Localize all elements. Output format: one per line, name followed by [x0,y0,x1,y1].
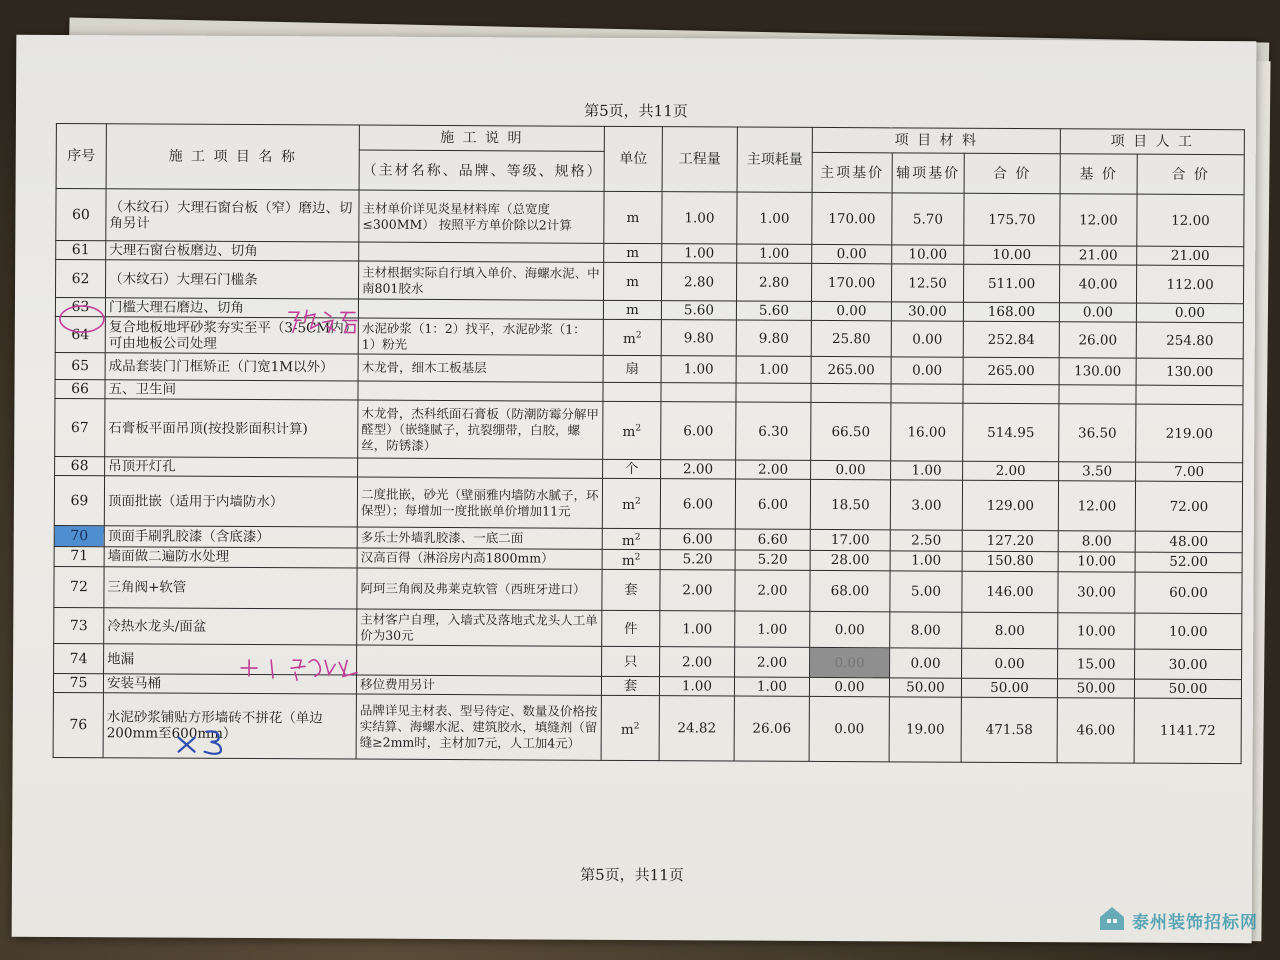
cell-qty: 6.00 [660,479,735,529]
cell-desc: 移位费用另计 [356,675,601,695]
cell-mat-total: 2.00 [963,461,1059,481]
cell-seq: 75 [53,673,103,692]
cell-cons: 6.00 [735,479,810,529]
cell-cons [736,383,811,402]
cell-qty: 2.00 [660,570,735,611]
header-name: 施 工 项 目 名 称 [106,124,359,190]
cell-seq: 71 [54,546,104,567]
cell-mat-total: 514.95 [963,403,1059,462]
cell-unit [603,401,661,459]
cell-cons: 1.00 [736,356,811,383]
table-row [53,692,1241,763]
cell-seq: 63 [55,297,105,316]
cell-mat-total: 50.00 [961,678,1057,698]
cell-qty [661,383,736,402]
cell-unit: 只 [602,646,660,676]
cell-seq: 76 [53,692,103,757]
cell-mat-main: 0.00 [809,677,889,696]
cell-unit: m [604,191,662,243]
cell-mat-main: 170.00 [812,192,892,244]
cell-name: 石膏板平面吊顶(按投影面积计算) [105,399,358,458]
header-row-1 [56,123,1244,154]
cell-seq: 65 [55,352,105,379]
cell-seq: 62 [55,259,105,297]
cell-qty: 24.82 [659,696,734,761]
cell-unit: 套 [601,676,659,695]
cell-desc [358,458,603,478]
cell-mat-main: 0.00 [811,460,891,479]
cell-seq: 68 [55,456,105,475]
cell-desc: 主材单价详见炎星材料库（总宽度≤300MM） 按照平方单价除以2计算 [359,190,604,243]
cell-mat-aux: 30.00 [891,302,963,321]
cell-desc: 多乐士外墙乳胶漆、一底二面 [357,527,602,549]
quotation-sheet [12,35,1257,943]
cell-seq: 61 [56,240,106,259]
cell-mat-aux: 5.70 [892,193,964,245]
cell-cons: 1.00 [737,192,812,244]
cell-name: 吊顶开灯孔 [105,457,358,477]
table-row [54,566,1242,613]
unit-square-meter: $m^2$ [622,496,641,514]
table-row [54,475,1242,531]
cell-qty: 1.00 [662,192,737,244]
cell-mat-total: 0.00 [962,648,1058,679]
cell-mat-main: 0.00 [810,611,890,647]
cell-qty: 6.00 [661,402,736,460]
cell-cons: 5.60 [736,301,811,320]
cell-mat-total: 511.00 [963,264,1059,303]
cell-lab-total: 10.00 [1135,613,1242,650]
cell-mat-main: 17.00 [810,529,890,550]
cell-mat-aux: 19.00 [889,697,961,762]
unit-square-meter: $m^2$ [622,330,642,348]
cell-qty: 1.00 [662,244,737,263]
cell-unit: 个 [603,459,661,478]
cell-lab-total: 0.00 [1136,303,1243,323]
cell-cons: 6.30 [736,402,811,460]
cell-lab-total: 60.00 [1135,572,1242,614]
cell-unit: 套 [602,569,660,610]
cell-qty: 1.00 [659,677,734,696]
cell-name: 五、卫生间 [105,380,358,400]
header-lab-base: 基 价 [1060,154,1137,194]
cell-name: 大理石窗台板磨边、切角 [106,241,359,261]
cell-lab-base: 30.00 [1058,572,1135,613]
cell-unit [602,549,660,570]
cell-desc: 汉高百得（淋浴房内高1800mm） [357,548,602,570]
watermark-text: 泰州装饰招标网 [1132,913,1258,933]
cell-lab-total: 12.00 [1137,194,1244,247]
cell-lab-base: 130.00 [1059,358,1136,385]
table-row [55,398,1243,462]
cell-mat-total: 168.00 [963,302,1059,322]
cell-name: 成品套装门门框矫正（门宽1M以外） [105,353,358,381]
cell-name: 门槛大理石磨边、切角 [105,298,358,318]
cell-cons: 9.80 [736,320,811,356]
cell-qty: 6.00 [660,529,735,550]
header-seq: 序号 [56,123,106,188]
cell-qty: 1.00 [661,356,736,383]
cell-mat-aux: 50.00 [889,678,961,697]
cell-mat-total: 129.00 [962,480,1058,531]
unit-square-meter: $m^2$ [620,721,640,738]
cell-cons: 2.00 [735,647,810,677]
cell-lab-base: 46.00 [1057,698,1134,763]
cell-mat-main [811,383,891,402]
cell-name: 安装马桶 [103,674,356,694]
unit-square-meter: $m^2$ [622,423,642,441]
table-row [54,607,1242,649]
cell-lab-total: 254.80 [1136,322,1243,359]
cell-desc: 木龙骨，细木工板基层 [358,354,603,382]
cell-mat-aux: 1.00 [891,461,963,480]
cell-desc [358,381,603,401]
table-row [55,316,1243,358]
page-number-bottom: 第5页，共11页 [580,865,684,885]
cell-lab-base: 40.00 [1060,265,1137,303]
cell-seq: 66 [55,379,105,398]
cell-mat-main: 0.00 [811,301,891,320]
cell-unit [603,319,661,355]
cell-desc: 阿珂三角阀及弗莱克软管（西班牙进口） [357,568,602,610]
header-unit: 单位 [604,126,662,191]
cell-lab-total: 1141.72 [1134,698,1241,764]
cell-mat-main: 170.00 [811,263,891,301]
cell-cons: 26.06 [734,696,809,761]
cell-mat-aux: 2.50 [890,530,962,551]
cell-mat-total [963,384,1059,404]
cell-seq: 72 [54,566,104,607]
cell-lab-total: 219.00 [1136,404,1243,463]
header-consumption: 主项耗量 [737,127,812,192]
cell-lab-total: 130.00 [1136,358,1243,386]
cell-mat-total: 175.70 [964,193,1060,246]
cell-cons: 2.80 [736,263,811,301]
cell-name: （木纹石）大理石门槛条 [105,260,358,299]
cell-mat-total: 10.00 [964,245,1060,265]
cell-desc: 木龙骨，杰科纸面石膏板（防潮防霉分解甲醛型）（嵌缝腻子，抗裂绷带，白胶，螺丝，防锈漆） [358,400,603,459]
cell-desc [357,645,602,676]
cell-unit: m [603,262,661,300]
cell-mat-main: 265.00 [811,356,891,383]
cell-name: 顶面批嵌（适用于内墙防水） [104,476,357,527]
header-labor: 项 目 人 工 [1060,129,1244,155]
cell-unit [601,695,659,760]
cell-lab-total: 30.00 [1135,649,1242,680]
cell-mat-aux: 0.00 [891,321,963,357]
cell-desc: 二度批嵌，砂光（壁丽雅内墙防水腻子，环保型）；每增加一度批嵌单价增加11元 [357,477,602,528]
header-qty: 工程量 [662,127,737,192]
cell-lab-base: 21.00 [1060,246,1137,265]
cell-lab-total: 50.00 [1134,679,1241,699]
cell-seq: 64 [55,316,105,352]
cell-name: 冷热水龙头/面盆 [104,608,357,645]
cell-cons: 1.00 [735,611,810,647]
cell-unit [602,528,660,549]
cell-seq: 67 [55,398,105,456]
cell-lab-total: 7.00 [1136,462,1243,482]
cell-mat-aux: 3.00 [890,480,962,530]
cell-mat-aux: 8.00 [890,612,962,648]
cell-mat-total: 8.00 [962,612,1058,649]
cell-mat-main: 0.00 [809,696,889,761]
header-material: 项 目 材 料 [812,127,1060,153]
cell-unit: 件 [602,610,660,646]
page-number-top: 第5页，共11页 [584,101,688,121]
unit-square-meter: $m^2$ [621,552,641,570]
cell-qty: 2.00 [661,460,736,479]
cell-cons: 1.00 [734,677,809,696]
cell-unit: 扇 [603,355,661,382]
header-mat-total: 合 价 [964,153,1060,194]
cell-lab-base: 3.50 [1059,462,1136,481]
cell-lab-total: 72.00 [1135,481,1242,532]
cell-cons: 1.00 [737,244,812,263]
cell-seq: 69 [54,475,104,525]
cell-cons: 2.00 [735,570,810,611]
cell-lab-total: 48.00 [1135,531,1242,552]
cell-name: 复合地板地坪砂浆夯实至平（3-5CM内）可由地板公司处理 [105,317,358,354]
cell-desc: 主材客户自理，入墙式及落地式龙头人工单价为30元 [357,609,602,646]
watermark [1094,904,1264,934]
cell-lab-base: 12.00 [1058,481,1135,531]
header-lab-total: 合 价 [1137,154,1244,195]
cell-lab-base: 10.00 [1058,551,1135,572]
cell-name: 顶面手刷乳胶漆（含底漆） [104,526,357,548]
cell-lab-base [1059,385,1136,404]
cell-lab-base: 10.00 [1058,613,1135,649]
cell-mat-main: 25.80 [811,320,891,356]
cell-qty: 5.60 [661,301,736,320]
cell-cons: 2.00 [736,460,811,479]
cell-cons: 6.60 [735,529,810,550]
cell-seq: 60 [56,188,106,240]
cell-name: 水泥砂浆铺贴方形墙砖不拼花（单边200mm至600mm） [103,693,356,759]
cell-desc: 品牌详见主材表、型号待定、数量及价格按实结算、海螺水泥、建筑胶水，填缝剂（留缝≥2mm时，主材加7元，人工加4元） [356,694,601,760]
cell-mat-aux: 0.00 [891,357,963,384]
table-row [55,259,1243,303]
cell-qty: 5.20 [660,549,735,570]
house-logo-icon [1098,904,1126,932]
cell-mat-aux: 16.00 [891,403,963,461]
cell-unit [602,478,660,528]
cell-mat-main: 0.00 [810,647,890,677]
cell-mat-aux: 10.00 [892,245,964,264]
cell-seq: 74 [54,643,104,673]
cell-qty: 2.00 [660,647,735,677]
cell-name: 墙面做二遍防水处理 [104,546,357,568]
cell-lab-base: 50.00 [1057,679,1134,698]
cell-mat-total: 127.20 [962,530,1058,551]
cell-desc [358,299,603,319]
cell-name: 三角阀+软管 [104,567,357,609]
cell-mat-total: 471.58 [961,697,1057,763]
cell-mat-main: 0.00 [812,244,892,263]
quotation-table [53,123,1245,764]
cell-lab-base: 15.00 [1058,649,1135,679]
cell-mat-main: 68.00 [810,570,890,611]
cell-name: （木纹石）大理石窗台板（窄）磨边、切角另计 [106,189,359,242]
cell-seq: 73 [54,607,104,643]
cell-lab-base: 26.00 [1059,322,1136,358]
cell-name: 地漏 [104,644,357,675]
cell-lab-total: 21.00 [1137,246,1244,266]
cell-desc: 水泥砂浆（1：2）找平，水泥砂浆（1：1）粉光 [358,318,603,355]
header-desc-sub: （主材名称、品牌、等级、规格） [359,150,604,191]
cell-lab-base: 0.00 [1059,303,1136,322]
table-row [56,188,1244,246]
cell-lab-total: 52.00 [1135,552,1242,573]
header-desc: 施 工 说 明 [359,125,604,151]
cell-unit: m [603,300,661,319]
cell-mat-total: 150.80 [962,551,1058,572]
cell-mat-main: 66.50 [811,402,891,460]
cell-mat-aux [891,384,963,403]
cell-mat-main: 18.50 [810,479,890,529]
header-mat-main: 主项基价 [812,152,892,192]
cell-unit: m [604,243,662,262]
cell-lab-base: 12.00 [1060,194,1137,246]
cell-lab-base: 8.00 [1058,531,1135,552]
cell-lab-total [1136,385,1243,405]
cell-lab-base: 36.50 [1059,404,1136,462]
cell-cons: 5.20 [735,550,810,571]
cell-mat-aux: 12.50 [891,264,963,302]
cell-qty: 1.00 [660,611,735,647]
cell-unit [603,382,661,401]
cell-mat-main: 28.00 [810,550,890,571]
cell-desc [359,242,604,262]
cell-seq: 70 [54,525,104,546]
cell-mat-total: 265.00 [963,357,1059,385]
cell-mat-aux: 0.00 [890,648,962,678]
header-mat-aux: 辅项基价 [892,153,964,193]
cell-mat-total: 252.84 [963,321,1059,358]
cell-qty: 9.80 [661,320,736,356]
cell-desc: 主材根据实际自行填入单价、海螺水泥、中南801胶水 [358,261,603,300]
cell-mat-aux: 5.00 [890,571,962,612]
cell-mat-aux: 1.00 [890,550,962,571]
unit-square-meter: $m^2$ [621,532,641,549]
cell-lab-total: 112.00 [1137,265,1244,304]
cell-mat-total: 146.00 [962,571,1058,613]
cell-qty: 2.80 [661,263,736,301]
